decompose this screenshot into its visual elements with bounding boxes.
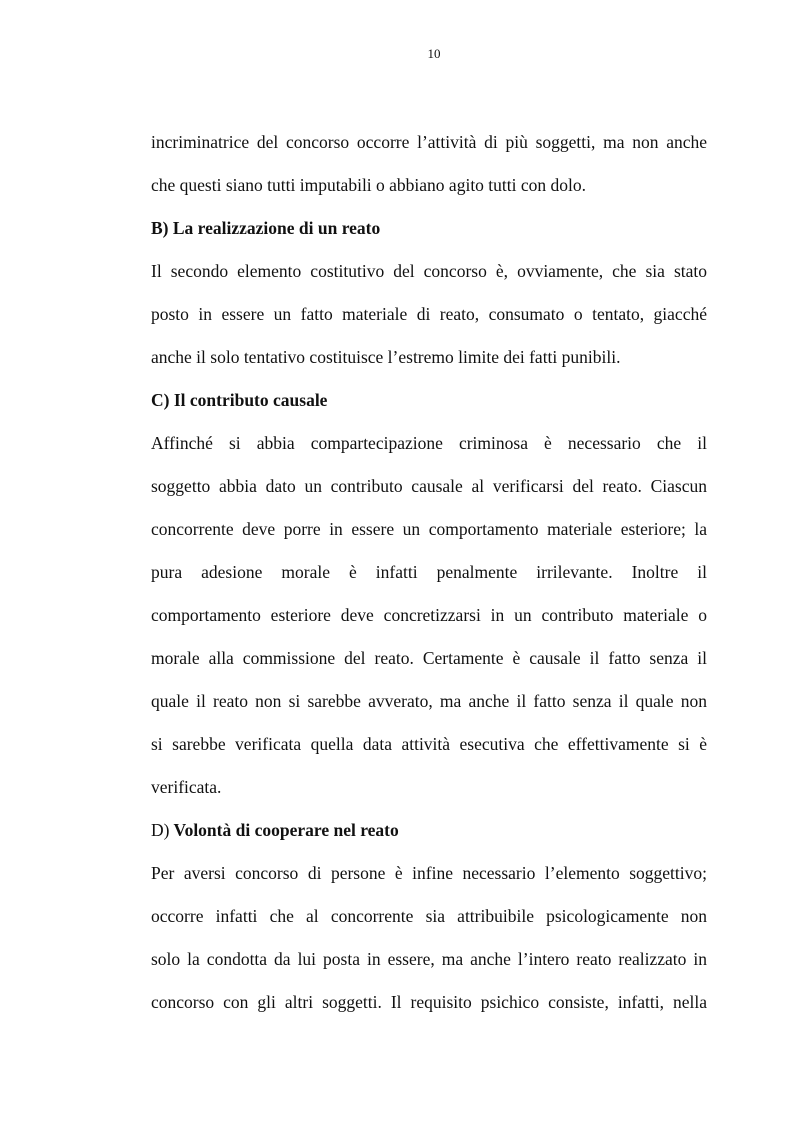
text-line: pura adesione morale è infatti penalmente irrilevante. Inoltre il xyxy=(151,562,707,582)
text-line: concorrente deve porre in essere un comportamento materiale esteriore; la xyxy=(151,519,707,539)
text-line: soggetto abbia dato un contributo causale al verificarsi del reato. Ciascun xyxy=(151,476,707,496)
text-line: incriminatrice del concorso occorre l’attività di più soggetti, ma non anche xyxy=(151,132,707,152)
text-line: solo la condotta da lui posta in essere, ma anche l’intero reato realizzato in xyxy=(151,949,707,969)
text-line: anche il solo tentativo costituisce l’estremo limite dei fatti punibili. xyxy=(151,347,621,367)
text-line: Per aversi concorso di persone è infine necessario l’elemento soggettivo; xyxy=(151,863,707,883)
section-heading-c: C) Il contributo causale xyxy=(151,390,328,410)
text-line: si sarebbe verificata quella data attività esecutiva che effettivamente si è xyxy=(151,734,707,754)
text-line: concorso con gli altri soggetti. Il requisito psichico consiste, infatti, nella xyxy=(151,992,707,1012)
text-line: Affinché si abbia compartecipazione criminosa è necessario che il xyxy=(151,433,707,453)
section-heading-d-prefix: D) xyxy=(151,820,170,840)
section-heading-b: B) La realizzazione di un reato xyxy=(151,218,381,238)
text-line: Il secondo elemento costitutivo del concorso è, ovviamente, che sia stato xyxy=(151,261,707,281)
section-heading-d xyxy=(151,819,707,841)
text-line: quale il reato non si sarebbe avverato, ma anche il fatto senza il quale non xyxy=(151,691,707,711)
page-number xyxy=(0,46,795,62)
text-line: morale alla commissione del reato. Certamente è causale il fatto senza il xyxy=(151,648,707,668)
text-line: che questi siano tutti imputabili o abbiano agito tutti con dolo. xyxy=(151,175,587,195)
text-line: occorre infatti che al concorrente sia attribuibile psicologicamente non xyxy=(151,906,707,926)
section-heading-d-title: Volontà di cooperare nel reato xyxy=(173,820,399,840)
text-line: verificata. xyxy=(151,777,222,797)
text-line: comportamento esteriore deve concretizzarsi in un contributo materiale o xyxy=(151,605,707,625)
text-line: posto in essere un fatto materiale di reato, consumato o tentato, giacché xyxy=(151,304,707,324)
page-number-text: 10 xyxy=(427,46,441,61)
